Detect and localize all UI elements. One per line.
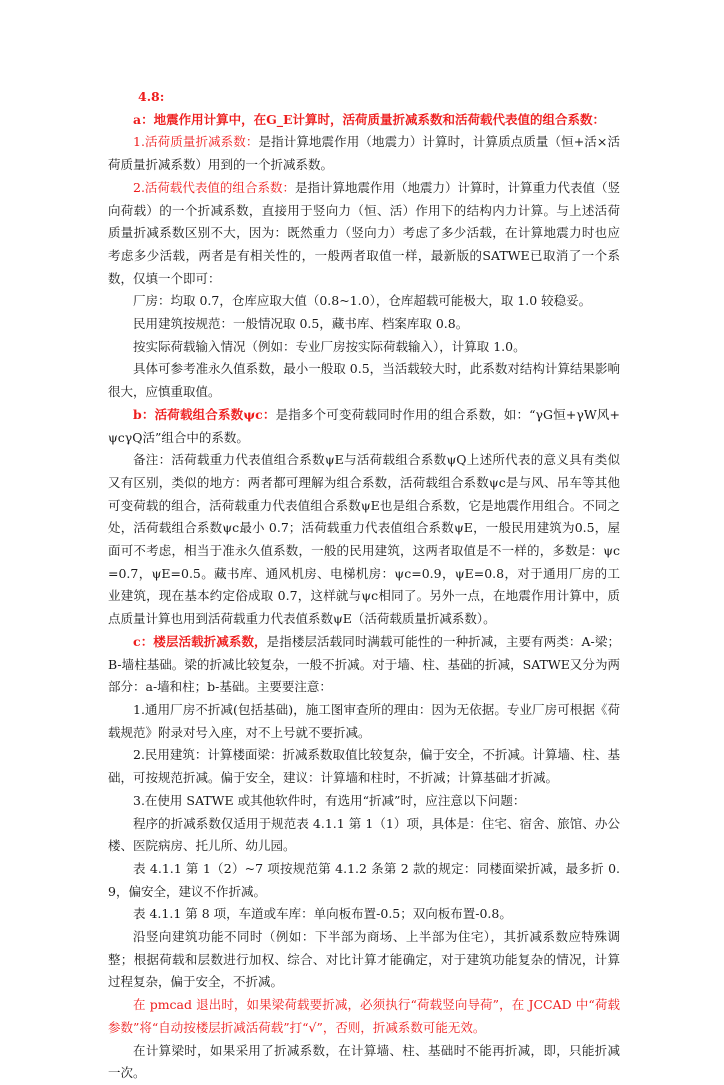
paragraph-note: 备注：活荷载重力代表值组合系数ψE与活荷载组合系数ψQ上述所代表的意义具有类似又有区别，类似的地方：两者都可理解为组合系数，活荷载组合系数ψc是与风、吊车等其他可变荷载的组合，活荷载重力代表值组合系数ψE也是组合系数，它是地震作用组合。不同之处，活荷载组合系数ψc最小 0.7；活荷载重力代表值组合系数ψE，一般民用建筑为0.5，屋面可不考虑，相当于准永久值系数，一般的民用建筑，这两者取值是不一样的，多数是：ψc=0.7，ψE=0.5。藏书库、通风机房、电梯机房：ψc=0.9，ψE=0.8，对于通用厂房的工业建筑，现在基本约定俗成取 0.7，这样就与ψc相同了。另外一点，在地震作用计算中，质点质量计算也用到活荷载重力代表值系数ψE（活荷载质量折减系数）。 [108,452,620,627]
paragraph-vertical: 沿竖向建筑功能不同时（例如：下半部为商场、上半部为住宅），其折减系数应特殊调整；根据荷载和层数进行加权、综合、对比计算才能确定，对于建筑功能复杂的情况，计算过程复杂，偏于安全，不折减。 [108,929,620,990]
paragraph-item1 [108,131,620,176]
item2-label: 2.活荷载代表值的组合系数： [133,179,295,195]
paragraph-heading-c [108,631,620,699]
paragraph-item2 [108,177,620,291]
paragraph-actual-load: 按实际荷载输入情况（例如：专业厂房按实际荷载输入），计算取 1.0。 [133,338,526,354]
paragraph-point2: 2.民用建筑：计算楼面梁：折减系数取值比较复杂，偏于安全，不折减。计算墙、柱、基础，可按规范折减。偏于安全，建议：计算墙和柱时，不折减；计算基础才折减。 [108,747,620,786]
document-page [108,86,620,1085]
heading-c: c：楼层活载折减系数， [133,633,267,649]
heading-b-text: 是指多个可变荷载同时作用的组合系数，如：“γG恒+γW风+ψcγQ活”组合中的系数。 [108,406,620,445]
paragraph-beam: 在计算梁时，如果采用了折减系数，在计算墙、柱、基础时不能再折减，即，只能折减一次。 [108,1042,620,1081]
paragraph-point1: 1.通用厂房不折减(包括基础)，施工图审查所的理由：因为无依据。专业厂房可根据《荷载规范》附录对号入座，对不上号就不要折减。 [108,701,620,740]
section-number: 4.8: [138,89,165,104]
item2-text: 是指计算地震作用（地震力）计算时，计算重力代表值（竖向荷载）的一个折减系数，直接用于竖向力（恒、活）作用下的结构内力计算。与上述活荷质量折减系数区别不大，因为：既然重力（竖向力）考虑了多少活载，在计算地震力时也应考虑多少活载，两者是有相关性的，一般两者取值一样，最新版的SATWE已取消了一个系数，仅填一个即可： [108,179,620,286]
paragraph-table: 表 4.1.1 第 1（2）~7 项按规范第 4.1.2 条第 2 款的规定：同楼面梁折减，最多折 0.9，偏安全，建议不作折减。 [108,860,620,899]
paragraph-item8: 表 4.1.1 第 8 项，车道或车库：单向板布置-0.5；双向板布置-0.8。 [133,906,512,922]
paragraph-point3: 3.在使用 SATWE 或其他软件时，有选用“折减”时，应注意以下问题： [133,792,526,808]
paragraph-quasi-permanent: 具体可参考准永久值系数，最小一般取 0.5，当活载较大时，此系数对结构计算结果影响很大，应慎重取值。 [108,361,620,400]
paragraph-heading-b [108,404,620,449]
heading-b: b：活荷载组合系数ψc： [133,406,276,422]
paragraph-factory: 厂房：均取 0.7，仓库应取大值（0.8~1.0），仓库超载可能极大，取 1.0 较稳妥。 [133,293,592,309]
item1-label: 1.活荷质量折减系数： [133,134,259,150]
heading-a: a：地震作用计算中，在G_E计算时，活荷质量折减系数和活荷载代表值的组合系数： [133,111,606,127]
paragraph-program: 程序的折减系数仅适用于规范表 4.1.1 第 1（1）项，具体是：住宅、宿舍、旅馆、办公楼、医院病房、托儿所、幼儿园。 [108,815,620,854]
paragraph-civil: 民用建筑按规范：一般情况取 0.5，藏书库、档案库取 0.8。 [133,316,469,332]
heading-c-text: 是指楼层活载同时满载可能性的一种折减，主要有两类：A-梁；B-墙柱基础。梁的折减比较复杂，一般不折减。对于墙、柱、基础的折减，SATWE又分为两部分：a-墙和柱；b-基础。主要要注意： [108,633,620,695]
paragraph-pmcad: 在 pmcad 退出时，如果梁荷载要折减，必须执行“荷载竖向导荷”，在 JCCAD 中“荷载参数”将“自动按楼层折减活荷载”打“√”，否则，折减系数可能无效。 [108,997,620,1035]
item1-text: 是指计算地震作用（地震力）计算时，计算质点质量（恒+活×活荷质量折减系数）用到的一个折减系数。 [108,134,620,173]
